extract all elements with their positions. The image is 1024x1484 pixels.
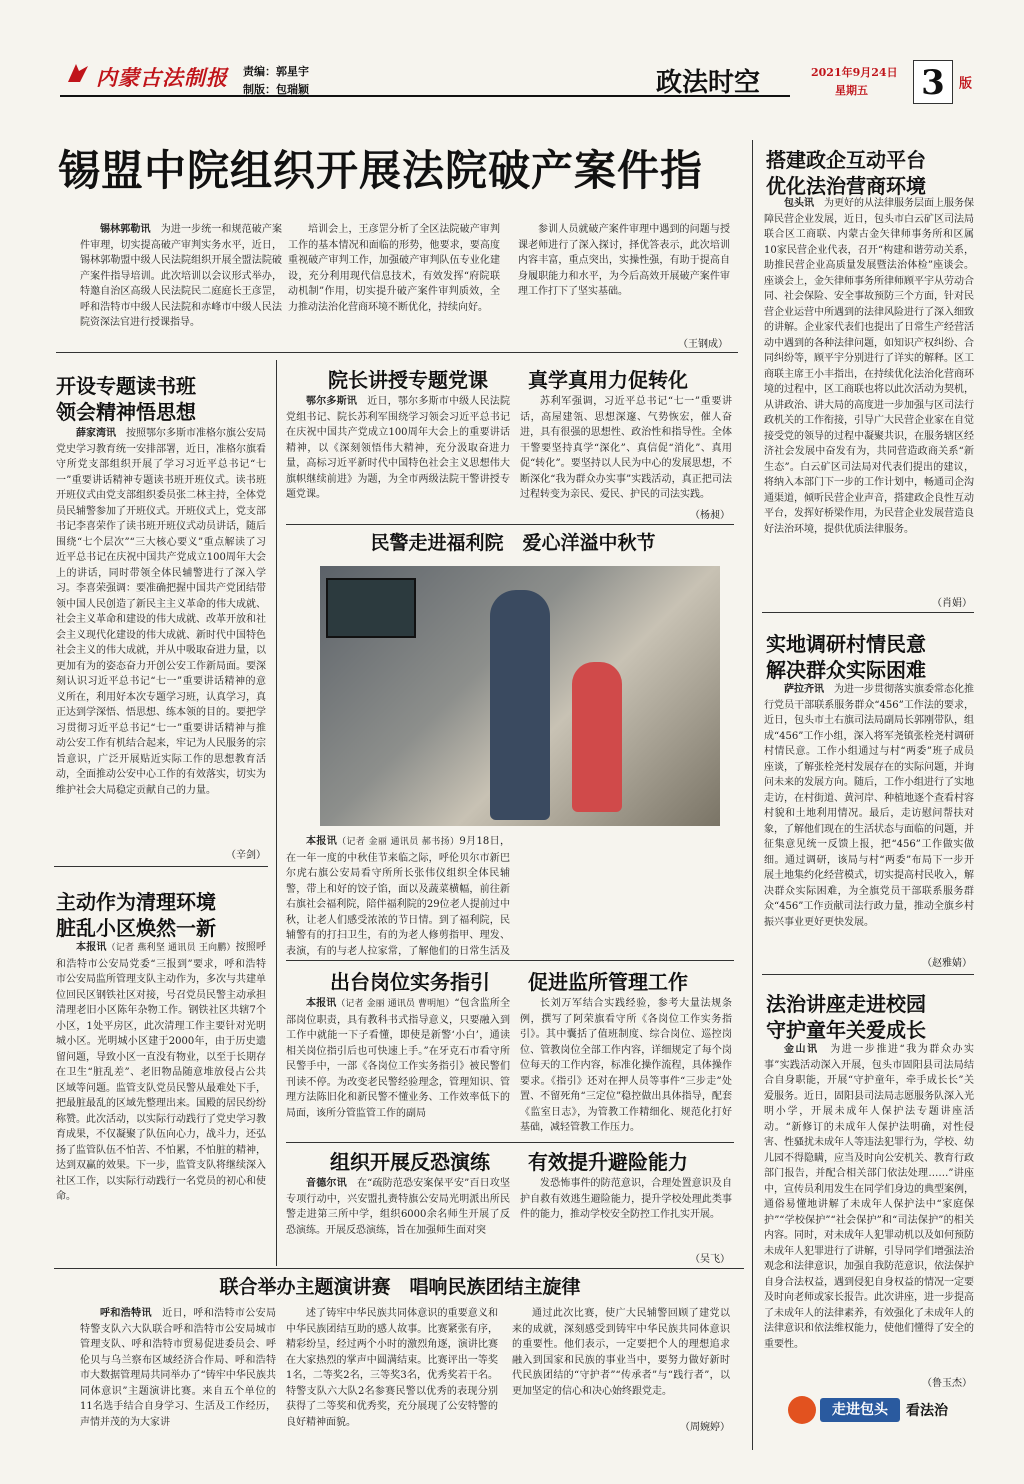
masthead xyxy=(0,50,1024,115)
lead-col-1-text: 为进一步统一和规范破产案件审理，切实提高破产审判实务水平，近日，锡林郭勒盟中级人民法院组织开展全盟法院破产案件指导培训。此次培训以会议形式举办，特邀自治区高级人民法院民二庭庭长王彦罡，呼和浩特市中级人民法院和赤峰市中级人民法院资深法官进行授课指导。 xyxy=(80,224,282,328)
mid4-reporter: （记者 金丽 通讯员 曹明旭） xyxy=(336,999,455,1009)
right2-credit: （赵雅婧） xyxy=(922,958,972,968)
right1-credit: （肖娟） xyxy=(932,598,972,608)
bottom-col-1 xyxy=(80,1306,276,1436)
newspaper-logo-icon xyxy=(66,62,90,84)
mid6-text: 在“疏防范恐安案保平安”百日攻坚专项行动中，兴安盟扎赉特旗公安局光明派出所民警走进第三所中学，组织6000余名师生开展了反恐演练。开展反恐演练，旨在加强师生面对突 xyxy=(286,1178,510,1236)
right3-text: 为进一步推进“我为群众办实事”实践活动深入开展，包头市固阳县司法局结合自身职能，开展“守护童年，牵手成长长”关爱服务。近日，固阳县司法局志愿服务队深入光明小学，开展未成年人保护法专题讲座活动。“新修订的未成年人保护法明确，对性侵害、性骚扰未成年人等违法犯罪行为，学校、幼儿园不得隐瞒，应当及时向公安机关、教育行政部门报告，并配合相关部门依法处理……”讲座中，宣传员利用发生在同学们身边的典型案例，通俗易懂地讲解了未成年人保护法中“家庭保护”“学校保护”“社会保护”和“司法保护”的相关内容。同时，对未成年人犯罪动机以及如何预防未成年人犯罪进行了讲解，引导同学们增强法治观念和法律意识，加强自我防范意识，依法保护自身合法权益，遇到侵犯自身权益的情况一定要及时向老师或家长报告。此次讲座，进一步提高了未成年人的法律素养，有效强化了未成年人的法律意识和依法维权能力，使他们懂得了安全的重要性。 xyxy=(764,1044,974,1350)
right2-text: 为进一步贯彻落实旗委常态化推行党员干部联系服务群众“456”工作法的要求，近日，包头市土右旗司法局副局长郭刚带队，组成“456”工作小组，深入将军尧镇张栓尧村调研村情民意。工作小组通过与村“两委”班子成员座谈，了解张栓尧村发展存在的实际问题，并询问未来的发展方向。随后，工作小组进行了实地走访，在村街道、黄河岸、种植地逐个查看村容村貌和土地利用情况。最后，走访慰问帮扶对象，了解他们现在的生活状态与面临的问题，并征集意见统一反馈上报，把“456”工作做实做细。通过调研，该局与村“两委”布局下一步开展土地集约化经营模式，切实提高村民收入，解决群众实际困难，为全旗党员干部联系服务群众“456”工作贡献司法行政力量，推动全旗乡村振兴事业更好更快发展。 xyxy=(764,684,974,928)
newspaper-name: 内蒙古法制报 xyxy=(96,65,228,90)
footer-logo-tag: 看法治 xyxy=(906,1403,948,1419)
photo-tv-screen xyxy=(326,578,416,638)
right1-headline-1: 搭建政企互动平台 xyxy=(766,148,926,170)
mid3-reporter: （记者 金丽 通讯员 郝书扬） xyxy=(337,837,460,847)
lead-col-3 xyxy=(518,222,730,332)
right3-headline-2: 守护童年关爱成长 xyxy=(766,1018,926,1040)
mid3-headline: 民警走进福利院 爱心洋溢中秋节 xyxy=(370,532,656,554)
section-title: 政法时空 xyxy=(656,68,761,96)
right2-body xyxy=(764,682,974,954)
lead-col-2-text: 培训会上，王彦罡分析了全区法院破产审判工作的基本情况和面临的形势，他要求，要高度重视破产审判工作，加强破产审判队伍专业化建设，充分利用现代信息技术，有效发挥“府院联动机制”作用，切实提升破产案件审判质效，全力推动法治化营商环境不断优化，持续向好。 xyxy=(288,224,500,313)
mid2-text: 苏利军强调，习近平总书记“七一”重要讲话，高屋建瓴、思想深邃、气势恢宏，催人奋进，具有很强的思想性、政治性和指导性。全体干警要坚持真学“深化”、真信促“消化”、真用促“转化”。要坚持以人民为中心的发展思想，不断深化“我为群众办实事”实践活动，真正把司法过程转变为亲民、爱民、护民的司法实践。 xyxy=(520,396,732,500)
issue-weekday: 星期五 xyxy=(835,84,868,97)
bottom-col-1-text: 近日，呼和浩特市公安局特警支队六大队联合呼和浩特市公安局城市管理支队、呼和浩特市贸易促进委员会、呼伦贝与乌兰察布区域经济合作局、呼和浩特市大数据管理局共同举办了“铸牢中华民族共同体意识”主题演讲比赛。来自五个单位的11名选手结合自身学习、生活及工作经历，声情并茂的为大家讲 xyxy=(80,1308,276,1428)
left2-headline-1: 主动作为清理环境 xyxy=(56,890,216,912)
bottom-col-2 xyxy=(286,1306,498,1436)
bottom-headline: 联合举办主题演讲赛 唱响民族团结主旋律 xyxy=(219,1276,581,1298)
right2-byline: 萨拉齐讯 xyxy=(784,684,824,695)
bottom-col-3-text: 通过此次比赛，使广大民辅警回顾了建党以来的成就，深刻感受到铸牢中华民族共同体意识的重要性。他们表示，一定要把个人的理想追求融入到国家和民族的事业当中，要努力做好新时代民族团结的“守护者”“传承者”与“践行者”，以更加坚定的信心和决心始终跟党走。 xyxy=(512,1308,730,1397)
left2-text: 按照呼和浩特市公安局党委“三报到”要求，呼和浩特市公安局监所管理支队主动作为，多次与共建单位回民区钢铁社区对接，号召党员民警主动承担清理老旧小区陈年杂物工作。钢铁社区共辖7个小区，1处平房区，此次清理工作主要针对光明城小区。光明城小区建于2000年，由于历史遗留问题，导致小区一直没有物业，以至于长期存在卫生“脏乱差”、老旧物品随意堆放侵占公共区域等问题。监管支队党员民警从最难处下手，把最脏最乱的区域先整理出来。国殿的居民纷纷称赞。此次活动，以实际行动践行了党史学习教育成果，不仅凝聚了队伍向心力，战斗力，还弘扬了监管队伍不怕苦、不怕累，不怕脏的精神，达到双赢的效果。下一步，监管支队将继续深入社区工作，以实际行动践行一名党员的初心和使命。 xyxy=(56,942,266,1202)
mid4-byline: 本报讯 xyxy=(306,998,337,1009)
right1-headline-2: 优化法治营商环境 xyxy=(766,174,926,196)
feature-photo xyxy=(320,566,720,826)
bottom-byline: 呼和浩特讯 xyxy=(100,1308,152,1319)
left1-text: 按照鄂尔多斯市准格尔旗公安局党史学习教育统一安排部署，近日，准格尔旗看守所党支部组织开展了学习习近平总书记“七一”重要讲话精神专题读书班开班仪式。读书班开班仪式由党支部组织委员张二林主持，全体党员民辅警参加了开班仪式。开班仪式上，党支部书记李喜荣作了读书班开班仪式动员讲话，随后围绕“七个层次”“三大核心要义”重点解读了习近平总书记在庆祝中国共产党成立100周年大会上的讲话，同时带领全体民辅警进行了深入学习。李喜荣强调：要准确把握中国共产党团结带领中国人民创造了新民主主义革命的伟大成就、社会主义革命和建设的伟大成就、改革开放和社会主义现代化建设的伟大成就、新时代中国特色社会主义的伟大成就，并从中吸取奋进力量，以更加有为的姿态奋力开创公安工作新局面。要深刻认识习近平总书记“七一”重要讲话精神的意义所在，利用好本次专题学习班，认真学习，真正达到学深悟、悟思想、练本领的目的。要把学习贯彻习近平总书记“七一”重要讲话精神与推动公安工作有机结合起来，牢记为人民服务的宗旨意识，广泛开展贴近实际工作的思想教育活动，全面推动公安中心工作的有效落实，切实为维护社会大局稳定贡献自己的力量。 xyxy=(56,428,266,796)
mid2-headline: 真学真用力促转化 xyxy=(528,368,688,392)
baotou-logo-icon xyxy=(788,1396,816,1424)
issue-date: 2021年9月24日 xyxy=(811,66,898,79)
left1-credit: （辛剑） xyxy=(226,850,266,860)
photo-officer-figure xyxy=(490,590,550,820)
right1-byline: 包头讯 xyxy=(784,198,814,209)
lead-byline: 锡林郭勒讯 xyxy=(100,224,151,235)
mid1-headline: 院长讲授专题党课 xyxy=(328,368,488,392)
mid2-body xyxy=(520,394,732,506)
editor-credit: 责编：郭星宇 xyxy=(243,65,309,78)
mid5-text: 长刘万军结合实践经验，参考大量法规条例，撰写了阿荣旗看守所《各岗位工作实务指引》。其中囊括了值班制度、综合岗位、巡控岗位、管教岗位全部工作内容，详细规定了每个岗位每天的工作内容，标准化操作流程，具体操作要求。《指引》还对在押人员等事件“三步走”处置、不留死角“三定位”稳控做出具体指导，配套《监室日志》，为管教工作精细化、规范化打好基础，减轻管教工作压力。 xyxy=(520,998,732,1133)
right3-headline-1: 法治讲座走进校园 xyxy=(766,992,926,1014)
mid5-body xyxy=(520,996,732,1138)
date-box xyxy=(805,60,973,104)
mid6-headline: 组织开展反恐演练 xyxy=(330,1150,490,1174)
lead-col-1 xyxy=(80,222,282,332)
bottom-col-3 xyxy=(512,1306,730,1414)
left1-byline: 薛家湾讯 xyxy=(76,428,116,439)
mid1-byline: 鄂尔多斯讯 xyxy=(306,396,358,407)
mid4-headline: 出台岗位实务指引 xyxy=(330,970,490,994)
mid7-body xyxy=(520,1176,732,1246)
left1-headline-2: 领会精神悟思想 xyxy=(56,400,196,422)
mid5-headline: 促进监所管理工作 xyxy=(528,970,688,994)
left2-reporter: （记者 燕利坚 通讯员 王向鹏） xyxy=(106,943,236,953)
mid1-body xyxy=(286,394,510,524)
mid4-text: “包含监所全部岗位职责，具有教科书式指导意义，只要融入到工作中就能一下子看懂，即使是新警‘小白’，通读相关岗位指引后也可快速上手。”在牙克石市看守所民警手中，一部《各岗位工作实务指引》被民警们刊读不停。为改变老民警经验理念，管理知识、管理方法陈旧化和新民警不懂业务、工作效率低下的局面，该所分管监管工作的副局 xyxy=(286,998,510,1119)
lead-col-2 xyxy=(288,222,500,332)
right3-credit: （鲁玉杰） xyxy=(922,1378,972,1388)
right3-byline: 金山讯 xyxy=(784,1044,819,1055)
mid3-col-1 xyxy=(286,834,510,960)
right1-body xyxy=(764,196,974,594)
mid7-text: 发恐怖事件的防范意识，合理处置意识及自护自救有效逃生避险能力，提升学校处理此类事件的能力，推动学校安全防控工作扎实开展。 xyxy=(520,1178,732,1220)
lead-credit: （王钢成） xyxy=(678,339,728,349)
mid3-byline: 本报讯 xyxy=(306,836,338,847)
page-label: 版 xyxy=(956,75,971,89)
footer-logo-text: 走进包头 xyxy=(820,1398,900,1422)
left2-body xyxy=(56,940,266,1262)
left2-headline-2: 脏乱小区焕然一新 xyxy=(56,916,216,938)
right1-text: 为更好的从法律服务层面上服务保障民营企业发展，近日，包头市白云矿区司法局联合区工商联、内蒙古金矢律师事务所和区属10家民营企业代表，召开“构建和谐劳动关系，助推民营企业高质量发展暨法治体检”座谈会。座谈会上，金矢律师事务所律师顾平宇从劳动合同、社会保险、安全事故预防三个方面，针对民营企业运营中所遇到的法律风险进行了深入细致的讲解。企业家代表们也提出了日常生产经营活动中遇到的各种法律问题，如知识产权纠纷、合同纠纷等，顾平宇分别进行了详实的解释。区工商联主席王小丰指出，在持续优化法治化营商环境的过程中，区工商联也将以此次活动为契机，从讲政治、讲大局的高度进一步加强与区司法行政机关的工作衔接，引导广大民营企业家在自觉接受党的领导的过程中凝聚共识，在服务辖区经济社会发展中奋发有为，共同营造政商关系“新生态”。白云矿区司法局对代表们提出的建议，将纳入本部门下一步的工作计划中，畅通司企沟通渠道，倾听民营企业声音，搭建政企良性互动平台，发挥好桥梁作用，为民营企业发展营造良好法治环境，提供优质法律服务。 xyxy=(764,198,974,535)
page-number: 3 xyxy=(913,60,953,104)
mid1-text: 近日，鄂尔多斯市中级人民法院党组书记、院长苏利军围绕学习领会习近平总书记在庆祝中国共产党成立100周年大会上的重要讲话精神，以《深刻领悟伟大精神，充分汲取奋进力量，高标习近平新时代中国特色社会主义思想伟大旗帜继续前进》为题，为全市两级法院干警讲授专题党课。 xyxy=(286,396,510,500)
mid2-credit: （杨昶） xyxy=(690,510,730,520)
photo-elder-figure xyxy=(572,662,622,812)
bottom-credit: （周婉婷） xyxy=(680,1422,730,1432)
left2-byline: 本报讯 xyxy=(76,942,107,953)
mid7-credit: （吴飞） xyxy=(690,1254,730,1264)
bottom-col-2-text: 述了铸牢中华民族共同体意识的重要意义和中华民族团结互助的感人故事。比赛紧张有序，精彩纷呈，经过两个小时的激烈角逐，演讲比赛在大家热烈的掌声中圆满结束。比赛评出一等奖1名，二等奖2名，三等奖3名，优秀奖若干名。特警支队六大队2名参赛民警以优秀的表现分别获得了二等奖和优秀奖，充分展现了公安特警的良好精神面貌。 xyxy=(286,1308,498,1428)
lead-headline: 锡盟中院组织开展法院破产案件指 xyxy=(58,146,704,195)
right2-headline-2: 解决群众实际困难 xyxy=(766,658,926,680)
designer-credit: 制版：包瑞颖 xyxy=(243,83,309,96)
right3-body xyxy=(764,1042,974,1374)
left1-headline-1: 开设专题读书班 xyxy=(56,374,196,396)
mid3-text: 9月18日，在一年一度的中秋佳节来临之际，呼伦贝尔市新巴尔虎右旗公安局看守所所长张伟仪组织全体民辅警，带上和好的饺子馅，面以及蔬菜横幅，前往新右旗社会福利院，陪伴福利院的29位老人提前过中秋，让老人们感受浓浓的节日情。到了福利院，民辅警有的打扫卫生，有的为老人修剪指甲、理发、表演，有的与老人拉家常，了解他们的日常生活及 xyxy=(286,836,510,957)
right2-headline-1: 实地调研村情民意 xyxy=(766,632,926,654)
lead-col-3-text: 参训人员就破产案件审理中遇到的问题与授课老师进行了深入探讨，择优答表示，此次培训内容丰富，重点突出，实操性强，有助于提高自身履职能力和水平，为今后高效开展破产案件审理工作打下了坚实基础。 xyxy=(518,224,730,297)
mid7-headline: 有效提升避险能力 xyxy=(528,1150,688,1174)
mid6-body xyxy=(286,1176,510,1262)
footer-logo xyxy=(788,1394,968,1426)
mid4-body xyxy=(286,996,510,1138)
mid6-byline: 音德尔讯 xyxy=(306,1178,347,1189)
left1-body xyxy=(56,426,266,846)
